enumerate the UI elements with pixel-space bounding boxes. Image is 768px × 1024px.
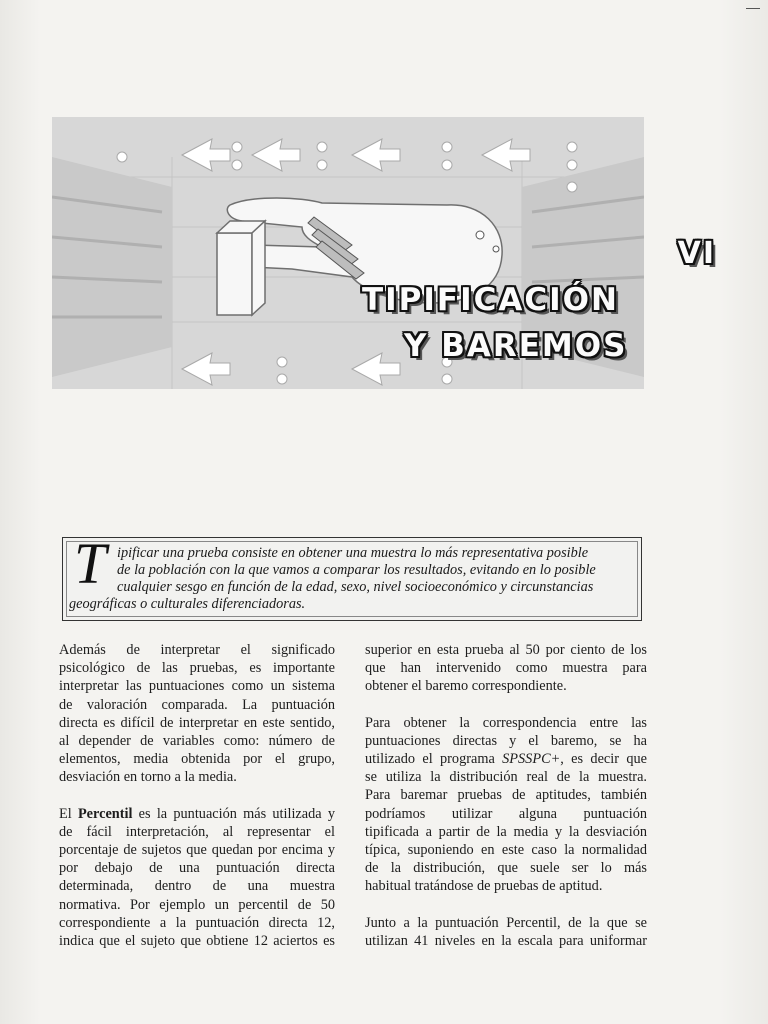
chapter-title-line-2: Y BAREMOS — [404, 328, 628, 364]
body-line: habitual tratándose de pruebas de aptitud. — [365, 878, 603, 895]
spsspc-line — [365, 750, 647, 768]
program-name: SPSSPC+ — [502, 751, 561, 768]
body-line: elementos, media obtenida por el grupo, — [59, 751, 335, 768]
body-line: obtener el baremo correspondiente. — [365, 678, 567, 695]
text-run: , es decir que — [560, 751, 647, 768]
body-line: Además de interpretar el significado — [59, 642, 335, 658]
body-line: que han intervenido como muestra para — [365, 660, 647, 677]
body-line: superior en esta prueba al 50 por ciento de los — [365, 642, 647, 658]
body-line: podríamos utilizar alguna puntuación — [365, 805, 647, 822]
scan-corner-mark — [746, 8, 760, 9]
text-run: es la puntuación más utilizada y — [132, 805, 335, 822]
body-line: Junto a la puntuación Percentil, de la que se — [365, 914, 647, 931]
body-line: de fácil interpretación, al representar el — [59, 823, 335, 840]
abstract-line-1: ipificar una prueba consiste en obtener una muestra lo más representativa posible — [117, 545, 589, 561]
left-column — [59, 641, 335, 950]
right-column — [365, 641, 647, 950]
abstract-line-2: de la población con la que vamos a comparar los resultados, evitando en lo posible — [117, 562, 596, 578]
body-line: Para baremar pruebas de aptitudes, también — [365, 787, 647, 804]
percentil-definition-line — [59, 805, 335, 823]
body-line: puntuaciones directas y el baremo, se ha — [365, 732, 647, 749]
chapter-title-line-1: TIPIFICACIÓN — [362, 282, 619, 318]
abstract-dropcap: T — [74, 531, 107, 596]
body-line: de valoración comparada. La puntuación — [59, 696, 335, 713]
body-line: utilizan 41 niveles en la escala para uniformar — [365, 932, 647, 949]
body-line: psicológico de las pruebas, es importante — [59, 660, 335, 677]
abstract-line-3: cualquier sesgo en función de la edad, sexo, nivel socioeconómico y circunstancias — [117, 579, 594, 595]
body-line: tipificada a partir de la media y la desviación — [365, 823, 647, 840]
body-line: Para obtener la correspondencia entre las — [365, 714, 647, 731]
text-run: utilizado el programa — [365, 751, 503, 768]
body-line: directa es difícil de interpretar en este sentido, — [59, 714, 335, 731]
percentil-term: Percentil — [77, 805, 133, 822]
body-line: desviación en torno a la media. — [59, 769, 237, 786]
body-line: al depender de variables como: número de — [59, 733, 335, 750]
body-line: interpretar las puntuaciones como un sistema — [59, 678, 335, 695]
body-line: normativa. Por ejemplo un percentil de 50 — [59, 896, 335, 913]
body-line: indica que el sujeto que obtiene 12 aciertos es — [59, 933, 335, 950]
chapter-number: VI — [677, 236, 716, 271]
body-line: se utiliza la distribución real de la muestra. — [365, 769, 647, 786]
body-line: típica, suponiendo en este caso la normalidad — [365, 842, 647, 859]
body-line: por debajo de una puntuación directa — [59, 860, 335, 877]
text-run: El — [59, 805, 78, 822]
body-line: de la distribución, que suele ser lo más — [365, 860, 647, 877]
abstract-line-4: geográficas o culturales diferenciadoras. — [69, 596, 306, 612]
body-line: porcentaje de sujetos que quedan por encima y — [59, 842, 335, 859]
body-line: correspondiente a la puntuación directa 12, — [59, 914, 335, 931]
body-line: determinada, dentro de una muestra — [59, 878, 335, 895]
